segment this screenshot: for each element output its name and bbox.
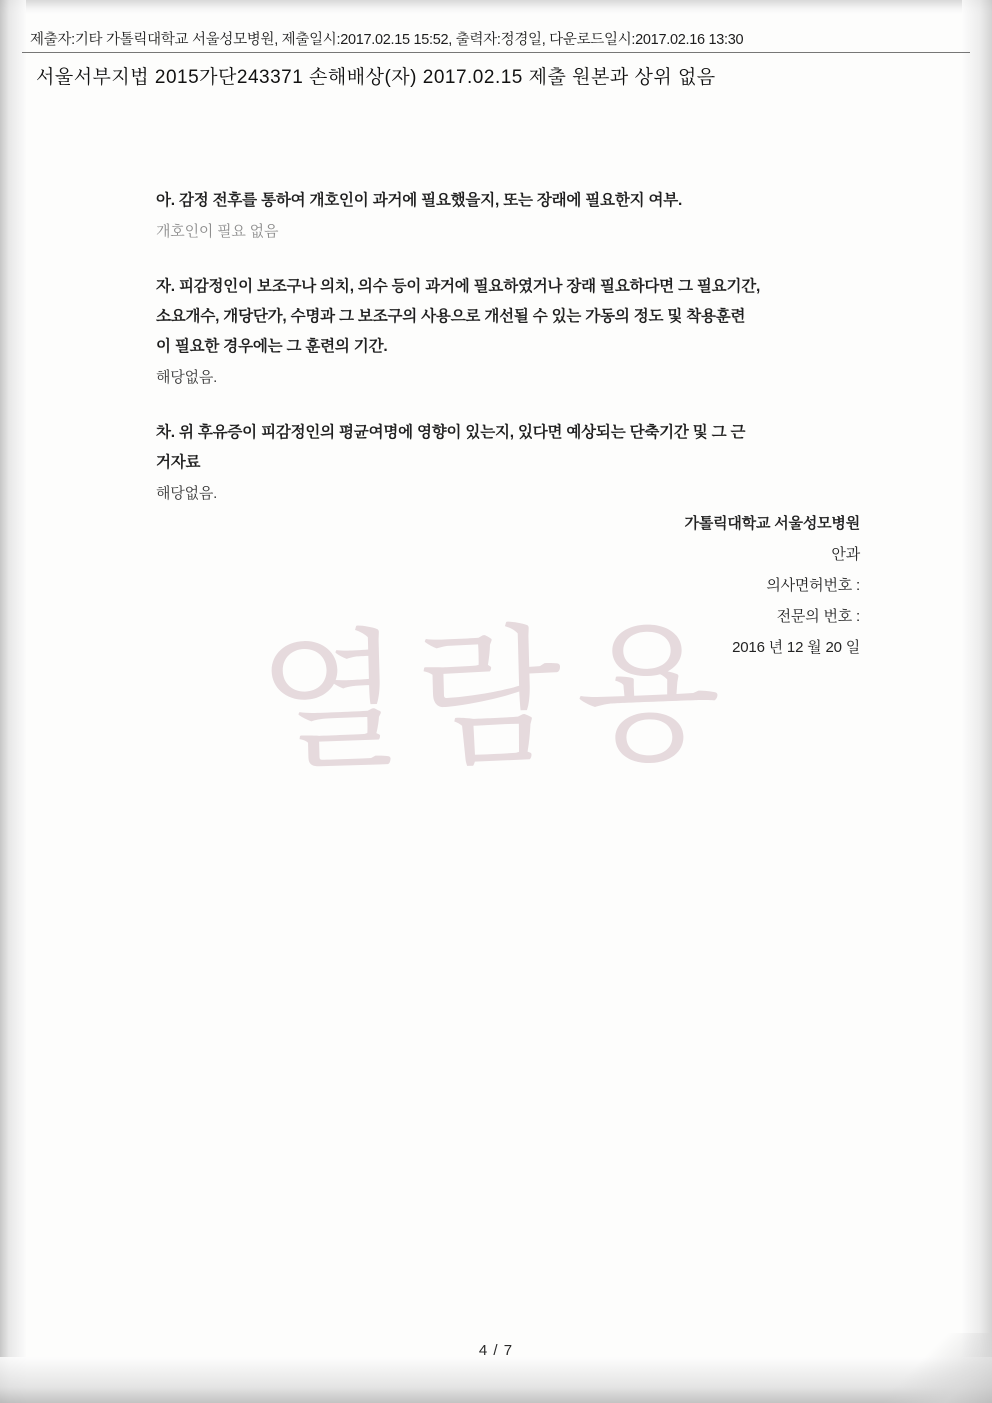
item-b-question-line-3: 이 필요한 경우에는 그 훈련의 기간. (156, 338, 388, 355)
court-case-line: 서울서부지법 2015가단243371 손해배상(자) 2017.02.15 제출 원본과 상위 없음 (36, 67, 716, 88)
stamp-divider (22, 52, 970, 53)
signature-hospital: 가톨릭대학교 서울성모병원 (684, 515, 860, 532)
item-c (156, 418, 856, 508)
document-body (156, 186, 856, 534)
watermark-stamp: 열람용 (255, 605, 737, 793)
item-a-question: 아. 감정 전후를 통하여 개호인이 과거에 필요했을지, 또는 장래에 필요한지 여부. (156, 192, 683, 209)
submission-stamp-text: 제출자:기타 가톨릭대학교 서울성모병원, 제출일시:2017.02.15 15:52, 출력자:정경일, 다운로드일시:2017.02.16 13:30 (30, 32, 744, 48)
item-a (156, 186, 856, 246)
item-c-question-line-1: 차. 위 후유증이 피감정인의 평균여명에 영향이 있는지, 있다면 예상되는 단축기간 및 그 근 (156, 424, 746, 441)
signature-specialist-label: 전문의 번호 : (776, 608, 860, 625)
item-b-question-line-1: 자. 피감정인이 보조구나 의치, 의수 등이 과거에 필요하였거나 장래 필요하다면 그 필요기간, (156, 278, 761, 295)
signature-license-label: 의사면허번호 : (766, 577, 860, 594)
item-c-question-line-2: 거자료 (156, 454, 201, 471)
item-a-answer: 개호인이 필요 없음 (156, 223, 279, 240)
item-c-answer: 해당없음. (156, 485, 218, 502)
page-number: 4 / 7 (478, 1342, 514, 1359)
signature-date: 2016 년 12 월 20 일 (732, 639, 860, 656)
paper-edge-right (962, 0, 992, 1403)
item-b-question-line-2: 소요개수, 개당단가, 수명과 그 보조구의 사용으로 개선될 수 있는 가동의 정도 및 착용훈련 (156, 308, 746, 325)
signature-department: 안과 (831, 546, 860, 563)
item-b (156, 272, 856, 392)
paper-edge-bottom (0, 1357, 992, 1403)
paper-edge-top (0, 0, 992, 14)
item-b-answer: 해당없음. (156, 369, 218, 386)
paper-edge-left (0, 0, 26, 1403)
